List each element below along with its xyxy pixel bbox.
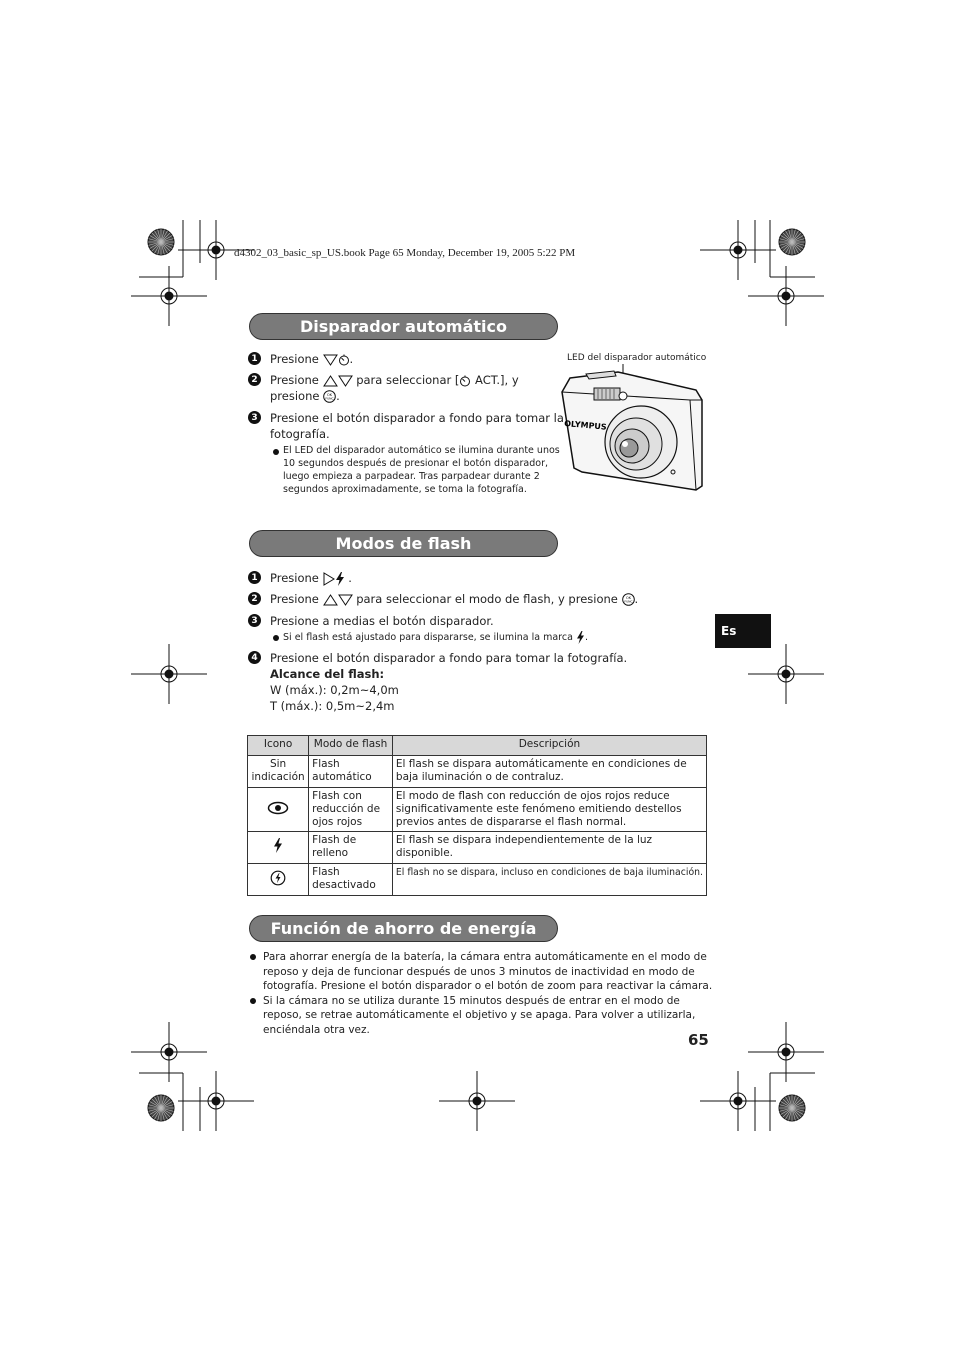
col-header-mode: Modo de flash — [309, 736, 393, 756]
svg-text:FUNC: FUNC — [623, 599, 633, 604]
step-number: 4 — [248, 651, 261, 664]
up-arrow-icon — [323, 375, 338, 387]
flash-range-title: Alcance del flash: — [270, 667, 385, 681]
flash-note: Si el flash está ajustado para dispararse, se ilumina la marca . — [283, 632, 588, 643]
down-arrow-icon — [338, 375, 353, 387]
flash-range-wide: W (máx.): 0,2m~4,0m — [270, 683, 399, 697]
up-arrow-icon — [323, 594, 338, 606]
figure-caption: LED del disparador automático — [567, 353, 707, 363]
step-number: 1 — [248, 352, 261, 365]
ok-func-icon — [622, 593, 635, 606]
section-title-text: Modos de flash — [335, 534, 472, 553]
step-number: 2 — [248, 592, 261, 605]
language-tab: Es — [715, 614, 771, 648]
section-title-power-save — [249, 915, 558, 942]
svg-text:FUNC: FUNC — [325, 396, 334, 401]
ok-func-icon — [323, 390, 336, 403]
camera-illustration — [556, 364, 706, 492]
flash-icon — [576, 631, 585, 644]
svg-text:OK: OK — [327, 393, 333, 397]
section-title-self-timer — [249, 313, 558, 340]
table-row: Flash con reducción de ojos rojos El modo de flash con reducción de ojos rojos reduce significativamente este fenómeno emitiendo destellos previos antes de dispararse el flash normal. — [248, 788, 707, 832]
down-arrow-icon — [338, 594, 353, 606]
bullet-dot — [250, 998, 256, 1004]
step-number: 3 — [248, 614, 261, 627]
section-title-text: Función de ahorro de energía — [270, 919, 537, 938]
flash-off-icon — [270, 870, 286, 886]
right-arrow-icon — [323, 572, 335, 586]
self-timer-icon — [338, 354, 350, 366]
svg-text:OLYMPUS: OLYMPUS — [563, 419, 607, 432]
page-number: 65 — [688, 1031, 709, 1049]
table-row: Sin indicación Flash automático El flash se dispara automáticamente en condiciones de baja iluminación o de contraluz. — [248, 756, 707, 788]
table-row: Flash desactivado El flash no se dispara, incluso en condiciones de baja iluminación. — [248, 864, 707, 896]
flash-icon — [335, 572, 345, 586]
col-header-description: Descripción — [392, 736, 706, 756]
red-eye-icon — [267, 801, 289, 815]
section-title-text: Disparador automático — [299, 317, 508, 336]
self-timer-icon — [459, 375, 471, 387]
down-arrow-icon — [323, 354, 338, 366]
bullet-dot — [273, 635, 279, 641]
list-item: Para ahorrar energía de la batería, la cámara entra automáticamente en el modo de reposo y deja de funcionar después de unos 3 minutos de inactividad en modo de fotografía. Presione el botón disparador o el botón de zoom para reactivar la cámara. — [248, 950, 721, 994]
flash-modes-table — [247, 735, 707, 896]
svg-text:OK: OK — [625, 596, 631, 600]
file-header: d4302_03_basic_sp_US.book Page 65 Monday, December 19, 2005 5:22 PM — [234, 247, 576, 259]
no-indication-text: Sin indicación — [251, 758, 305, 783]
step-number: 3 — [248, 411, 261, 424]
bullet-dot — [250, 954, 256, 960]
table-row: Flash de relleno El flash se dispara independientemente de la luz disponible. — [248, 832, 707, 864]
col-header-icon: Icono — [248, 736, 309, 756]
flash-range-tele: T (máx.): 0,5m~2,4m — [270, 699, 395, 713]
self-timer-note: El LED del disparador automático se ilumina durante unos 10 segundos después de presionar el botón disparador, luego empieza a parpadear. Tras parpadear durante 2 segundos aproximadamente, se toma la fotografía. — [283, 445, 560, 495]
table-header-row — [248, 736, 707, 756]
list-item: Si la cámara no se utiliza durante 15 minutos después de entrar en el modo de reposo, se retrae automáticamente el objetivo y se apaga. Para volver a utilizarla, enciéndala otra vez. — [248, 994, 721, 1038]
flash-icon — [273, 838, 283, 853]
step-number: 1 — [248, 571, 261, 584]
section-title-flash-modes — [249, 530, 558, 557]
power-save-bullets — [248, 950, 721, 1037]
step-text: Presione — [270, 352, 319, 366]
bullet-dot — [273, 449, 279, 455]
step-number: 2 — [248, 373, 261, 386]
